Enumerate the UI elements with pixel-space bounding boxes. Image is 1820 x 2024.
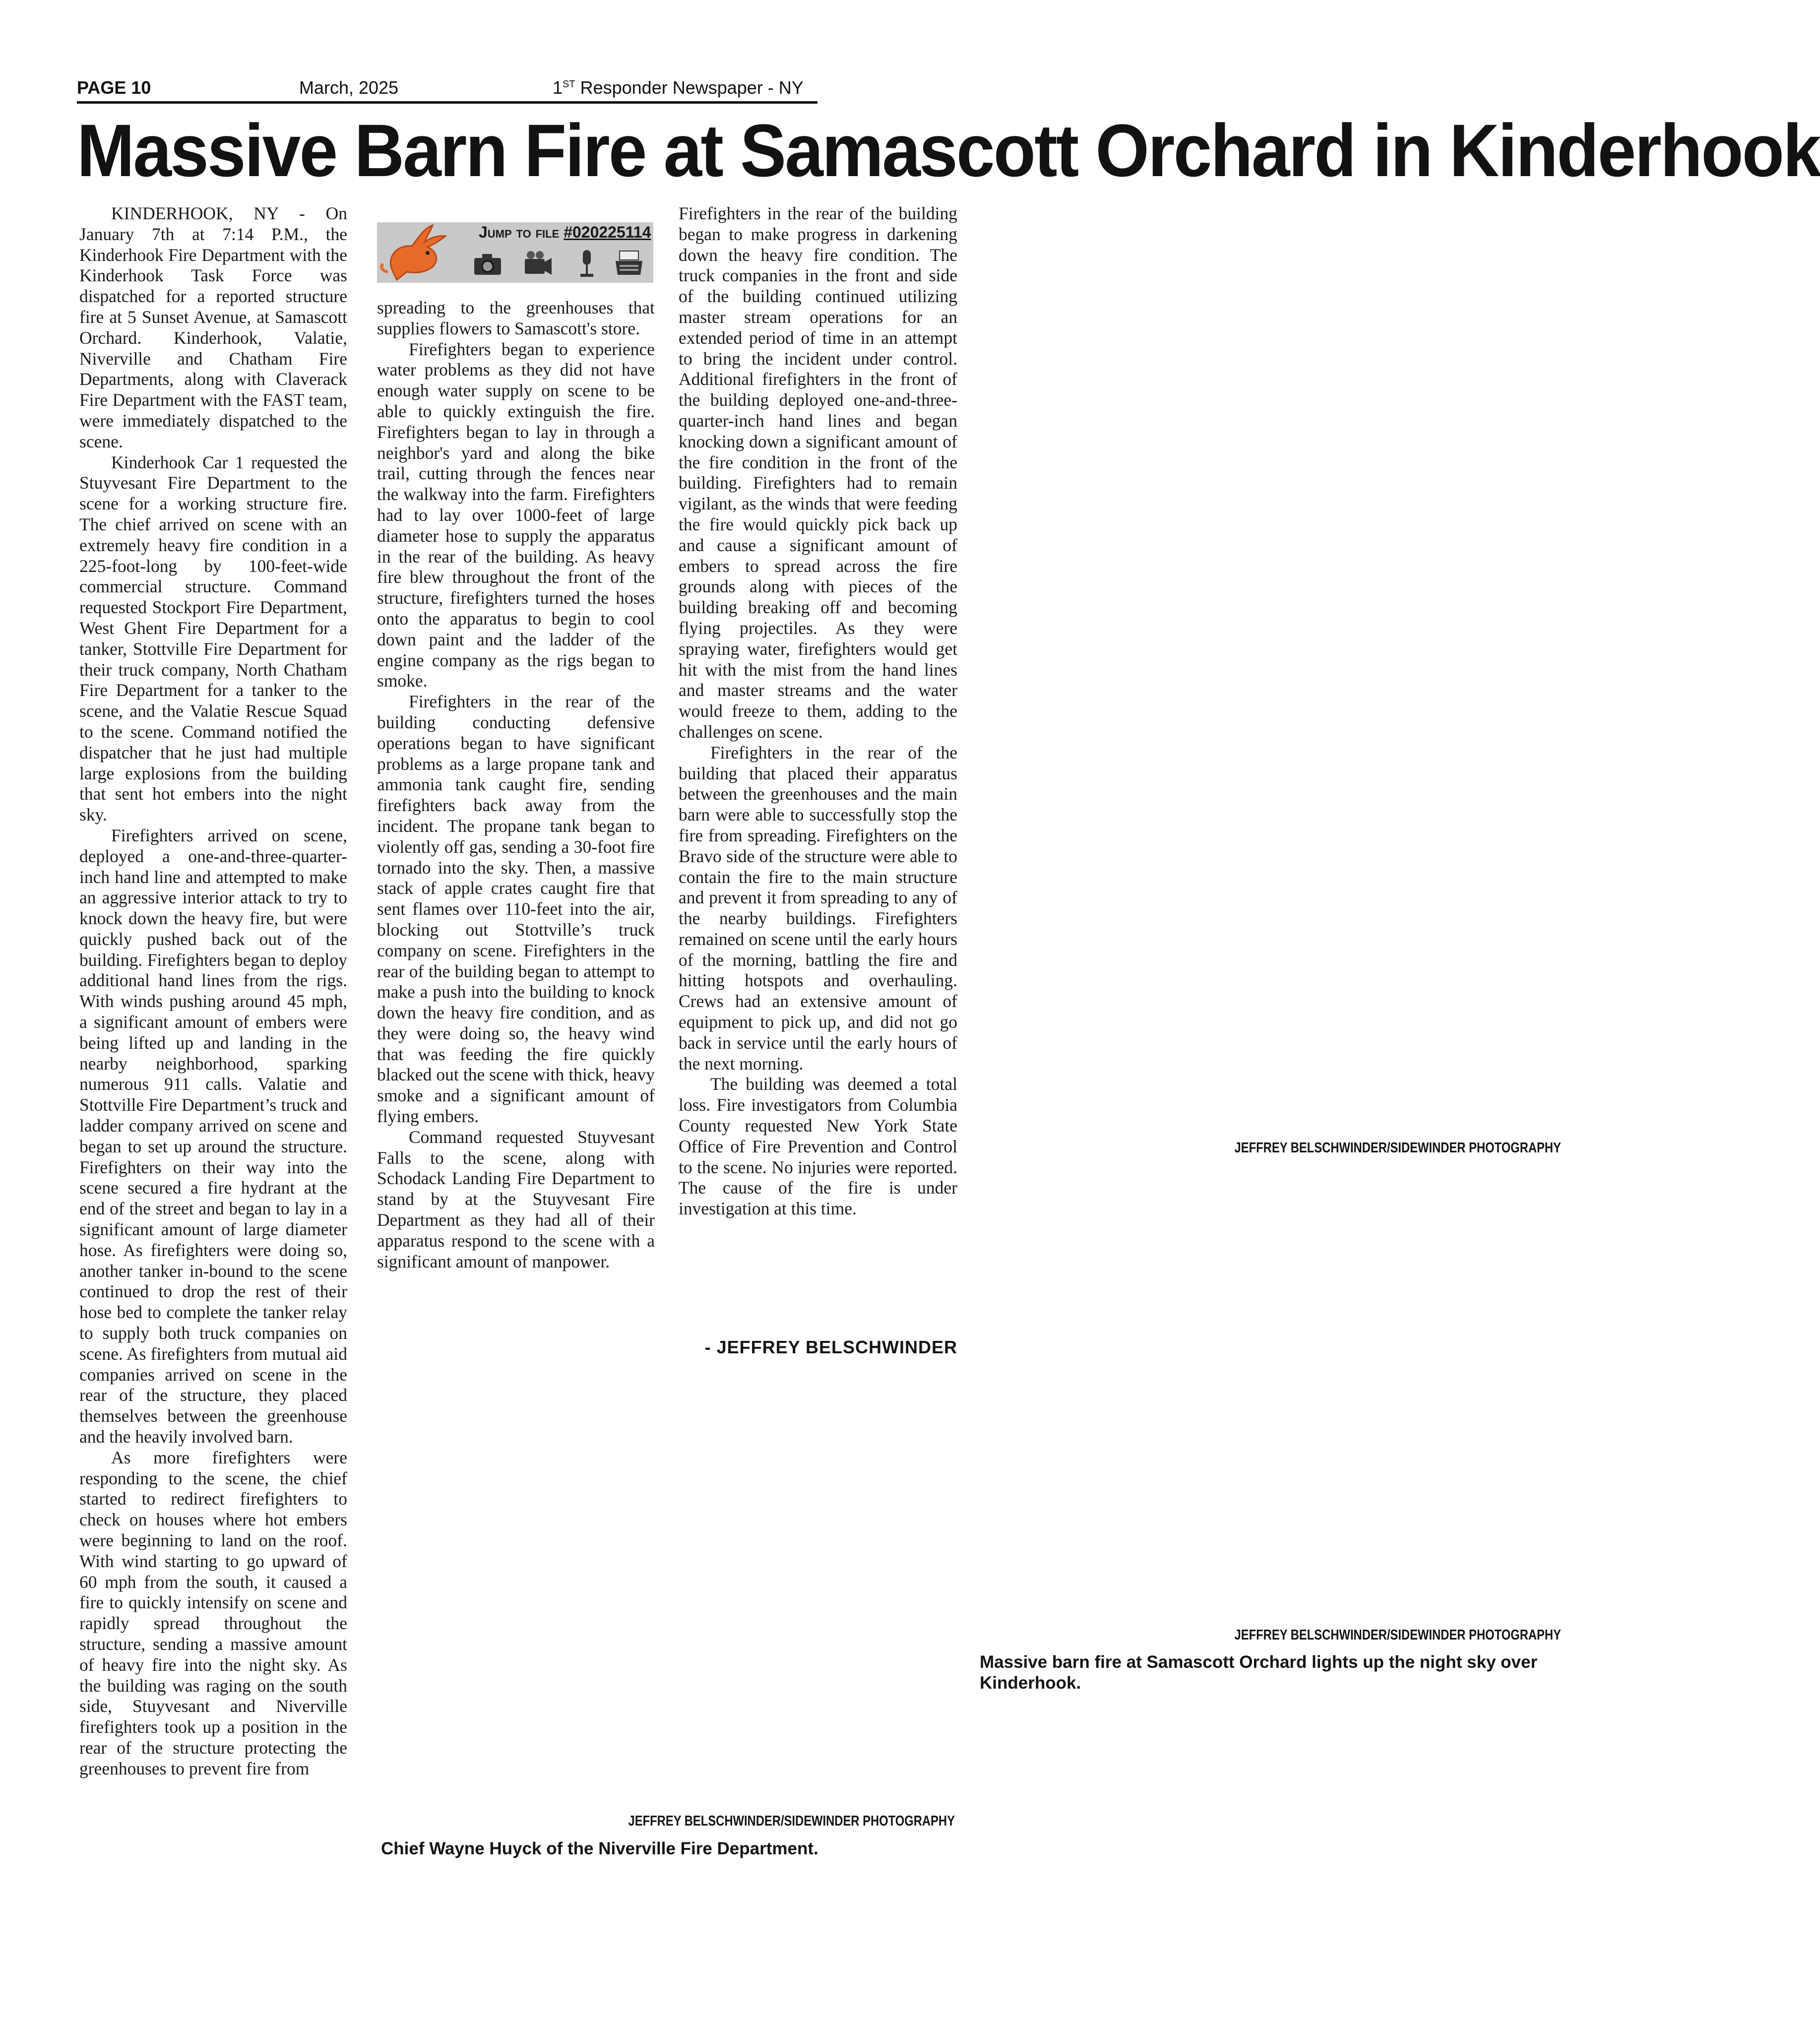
newspaper-name: 1ST Responder Newspaper - NY — [553, 77, 804, 98]
typewriter-icon — [613, 247, 645, 280]
microphone-icon — [570, 247, 603, 280]
photo-caption: Chief Wayne Huyck of the Niverville Fire Department. — [381, 1839, 818, 1858]
page-number: PAGE 10 — [77, 77, 151, 98]
jump-to-file-label: Jump to file #020225114 — [479, 223, 651, 241]
video-camera-icon — [521, 247, 554, 280]
paragraph: Kinderhook Car 1 requested the Stuyvesant Fire Department to the scene for a working structure fire. The chief arrived on scene with an extremely heavy fire condition in a 225-foot-long by 100-feet-wide commercial structure. Command requested Stockport Fire Department, West Ghent Fire Department for a tanker, Stottville Fire Department for their truck company, North Chatham Fire Department for a tanker to the scene, and the Valatie Rescue Squad to the scene. Command notified the dispatcher that he just had multiple large explosions from the building that sent hot embers into the night sky. — [79, 452, 347, 825]
paragraph: As more firefighters were responding to the scene, the chief started to redirect firefighters to check on houses where hot embers were beginning to land on the roof. With wind starting to go upward of 60 mph from the south, it caused a fire to quickly intensify on scene and rapidly spread throughout the structure, sending a massive amount of heavy fire into the night sky. As the building was raging on the south side, Stuyvesant and Niverville firefighters took up a position in the rear of the structure protecting the greenhouses to prevent fire from — [79, 1447, 347, 1778]
paragraph: Firefighters in the rear of the building began to make progress in darkening down the heavy fire condition. The truck companies in the front and side of the building continued utilizing master stream operations for an extended period of time in an attempt to bring the incident under control. Additional firefighters in the front of the building deployed one-and-three-quarter-inch hand lines and began knocking down a significant amount of the fire condition in the front of the building. Firefighters had to remain vigilant, as the winds that were feeding the fire would quickly pick back up and cause a significant amount of embers to spread across the fire grounds along with pieces of the building breaking off and becoming flying projectiles. As they were spraying water, firefighters would get hit with the mist from the hand lines and master streams and the water would freeze to them, adding to the challenges on scene. — [679, 203, 957, 742]
issue-date: March, 2025 — [299, 77, 399, 98]
paragraph: Command requested Stuyvesant Falls to the scene, along with Schodack Landing Fire Department to stand by at the Stuyvesant Fire Department as they had all of their apparatus respond to the scene with a significant amount of manpower. — [377, 1127, 655, 1271]
photo-credit: JEFFREY BELSCHWINDER/SIDEWINDER PHOTOGRAPHY — [628, 1813, 955, 1829]
camera-icon — [471, 247, 504, 280]
article-column-3 — [679, 203, 957, 1219]
photo-caption: Massive barn fire at Samascott Orchard lights up the night sky over Kinderhook. — [980, 1652, 1538, 1693]
paragraph: Firefighters in the rear of the building that placed their apparatus between the greenhouses and the main barn were able to successfully stop the fire from spreading. Firefighters on the Bravo side of the structure were able to contain the fire to the main structure and prevent it from spreading to any of the nearby buildings. Firefighters remained on scene until the early hours of the morning, battling the fire and hitting hotspots and overhauling. Crews had an extensive amount of equipment to pick up, and did not go back in service until the early hours of the next morning. — [679, 742, 957, 1074]
paragraph: Firefighters began to experience water problems as they did not have enough water supply on scene to be able to quickly extinguish the fire. Firefighters began to lay in through a neighbor's yard and along the bike trail, cutting through the fences near the walkway into the farm. Firefighters had to lay over 1000-feet of large diameter hose to supply the apparatus in the rear of the building. As heavy fire blew throughout the front of the structure, firefighters turned the hoses onto the apparatus to begin to cool down paint and the ladder of the engine company as the rigs began to smoke. — [377, 339, 655, 691]
article-column-1 — [79, 203, 347, 1779]
photo-credit: JEFFREY BELSCHWINDER/SIDEWINDER PHOTOGRAPHY — [1234, 1627, 1561, 1643]
paragraph: Firefighters in the rear of the building conducting defensive operations began to have significant problems as a large propane tank and ammonia tank caught fire, sending firefighters back away from the incident. The propane tank began to violently off gas, sending a 30-foot fire tornado into the sky. Then, a massive stack of apple crates caught fire that sent flames over 110-feet into the air, blocking out Stottville’s truck company on scene. Firefighters in the rear of the building began to attempt to make a push into the building to knock down the heavy fire condition, and as they were doing so, the heavy wind that was feeding the fire quickly blacked out the scene with thick, heavy smoke and a significant amount of flying embers. — [377, 692, 655, 1127]
jump-to-file-banner[interactable] — [377, 222, 653, 283]
headline: Massive Barn Fire at Samascott Orchard in Kinderhook — [77, 109, 1820, 192]
photo-credit: JEFFREY BELSCHWINDER/SIDEWINDER PHOTOGRAPHY — [1234, 1140, 1561, 1156]
paragraph: spreading to the greenhouses that supplies flowers to Samascott's store. — [377, 298, 655, 338]
article-column-2 — [377, 298, 655, 1272]
header-rule — [77, 101, 817, 104]
byline: - JEFFREY BELSCHWINDER — [704, 1337, 957, 1357]
rabbit-logo-icon — [377, 222, 451, 283]
paragraph: KINDERHOOK, NY - On January 7th at 7:14 P.M., the Kinderhook Fire Department with the Kinderhook Task Force was dispatched for a reported structure fire at 5 Sunset Avenue, at Samascott Orchard. Kinderhook, Valatie, Niverville and Chatham Fire Departments, along with Claverack Fire Department with the FAST team, were immediately dispatched to the scene. — [79, 203, 347, 451]
paragraph: The building was deemed a total loss. Fire investigators from Columbia County requested New York State Office of Fire Prevention and Control to the scene. No injuries were reported. The cause of the fire is under investigation at this time. — [679, 1074, 957, 1219]
paragraph: Firefighters arrived on scene, deployed a one-and-three-quarter-inch hand line and attempted to make an aggressive interior attack to try to knock down the heavy fire, but were quickly pushed back out of the building. Firefighters began to deploy additional hand lines from the rigs. With winds pushing around 45 mph, a significant amount of embers were being lifted up and landing in the nearby neighborhood, sparking numerous 911 calls. Valatie and Stottville Fire Department’s truck and ladder company arrived on scene and began to set up around the structure. Firefighters on their way into the scene secured a fire hydrant at the end of the street and began to lay in a significant amount of large diameter hose. As firefighters were doing so, another tanker in-bound to the scene continued to drop the rest of their hose bed to complete the tanker relay to supply both truck companies on scene. As firefighters from mutual aid companies arrived on scene in the rear of the structure, they placed themselves between the greenhouse and the heavily involved barn. — [79, 825, 347, 1447]
